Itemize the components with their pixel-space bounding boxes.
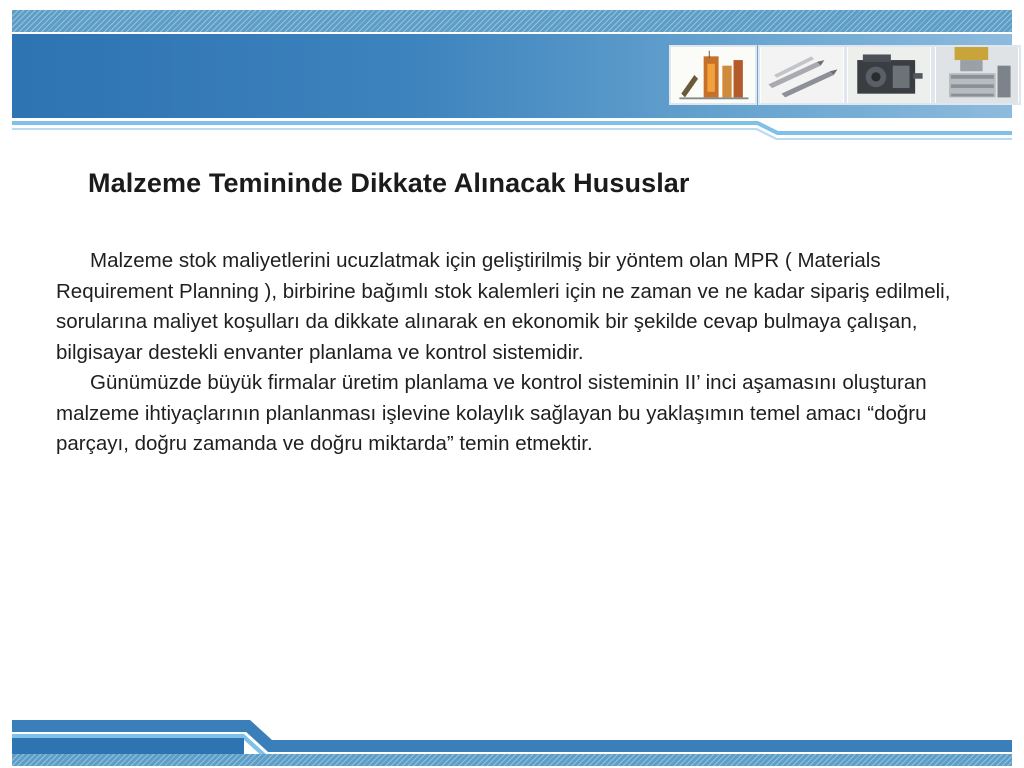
slide-body xyxy=(56,246,976,460)
thumbnail-drill-bits xyxy=(758,45,846,105)
thumbnail-lathe-chuck xyxy=(933,45,1021,105)
slide-title: Malzeme Temininde Dikkate Alınacak Hususlar xyxy=(88,168,690,198)
machine-engine-icon xyxy=(847,47,931,103)
body-paragraph-mpr: Malzeme stok maliyetlerini ucuzlatmak için geliştirilmiş bir yöntem olan MPR ( Materials Requirement Planning ), birbirine bağımlı stok kalemleri için ne zaman ve ne kadar sipariş edilmeli, sorularına maliyet koşulları da dikkate alınarak en ekonomik bir şekilde cevap bulmaya çalışan, bilgisayar destekli envanter planlama ve kontrol sistemidir. xyxy=(56,249,951,364)
lathe-chuck-icon xyxy=(935,47,1019,103)
drill-bits-icon xyxy=(760,47,844,103)
footer-hatch-band xyxy=(12,754,1012,766)
thumbnail-blast-furnace xyxy=(669,45,757,105)
thumbnail-machine-engine xyxy=(845,45,933,105)
blast-furnace-icon xyxy=(671,47,755,103)
body-paragraph-goal: Günümüzde büyük firmalar üretim planlama ve kontrol sisteminin II’ inci aşamasını oluşturan malzeme ihtiyaçlarının planlanması işlevine kolaylık sağlayan bu yaklaşımın temel amacı “doğru parçayı, doğru zamanda ve doğru miktarda” temin etmektir. xyxy=(56,371,927,455)
